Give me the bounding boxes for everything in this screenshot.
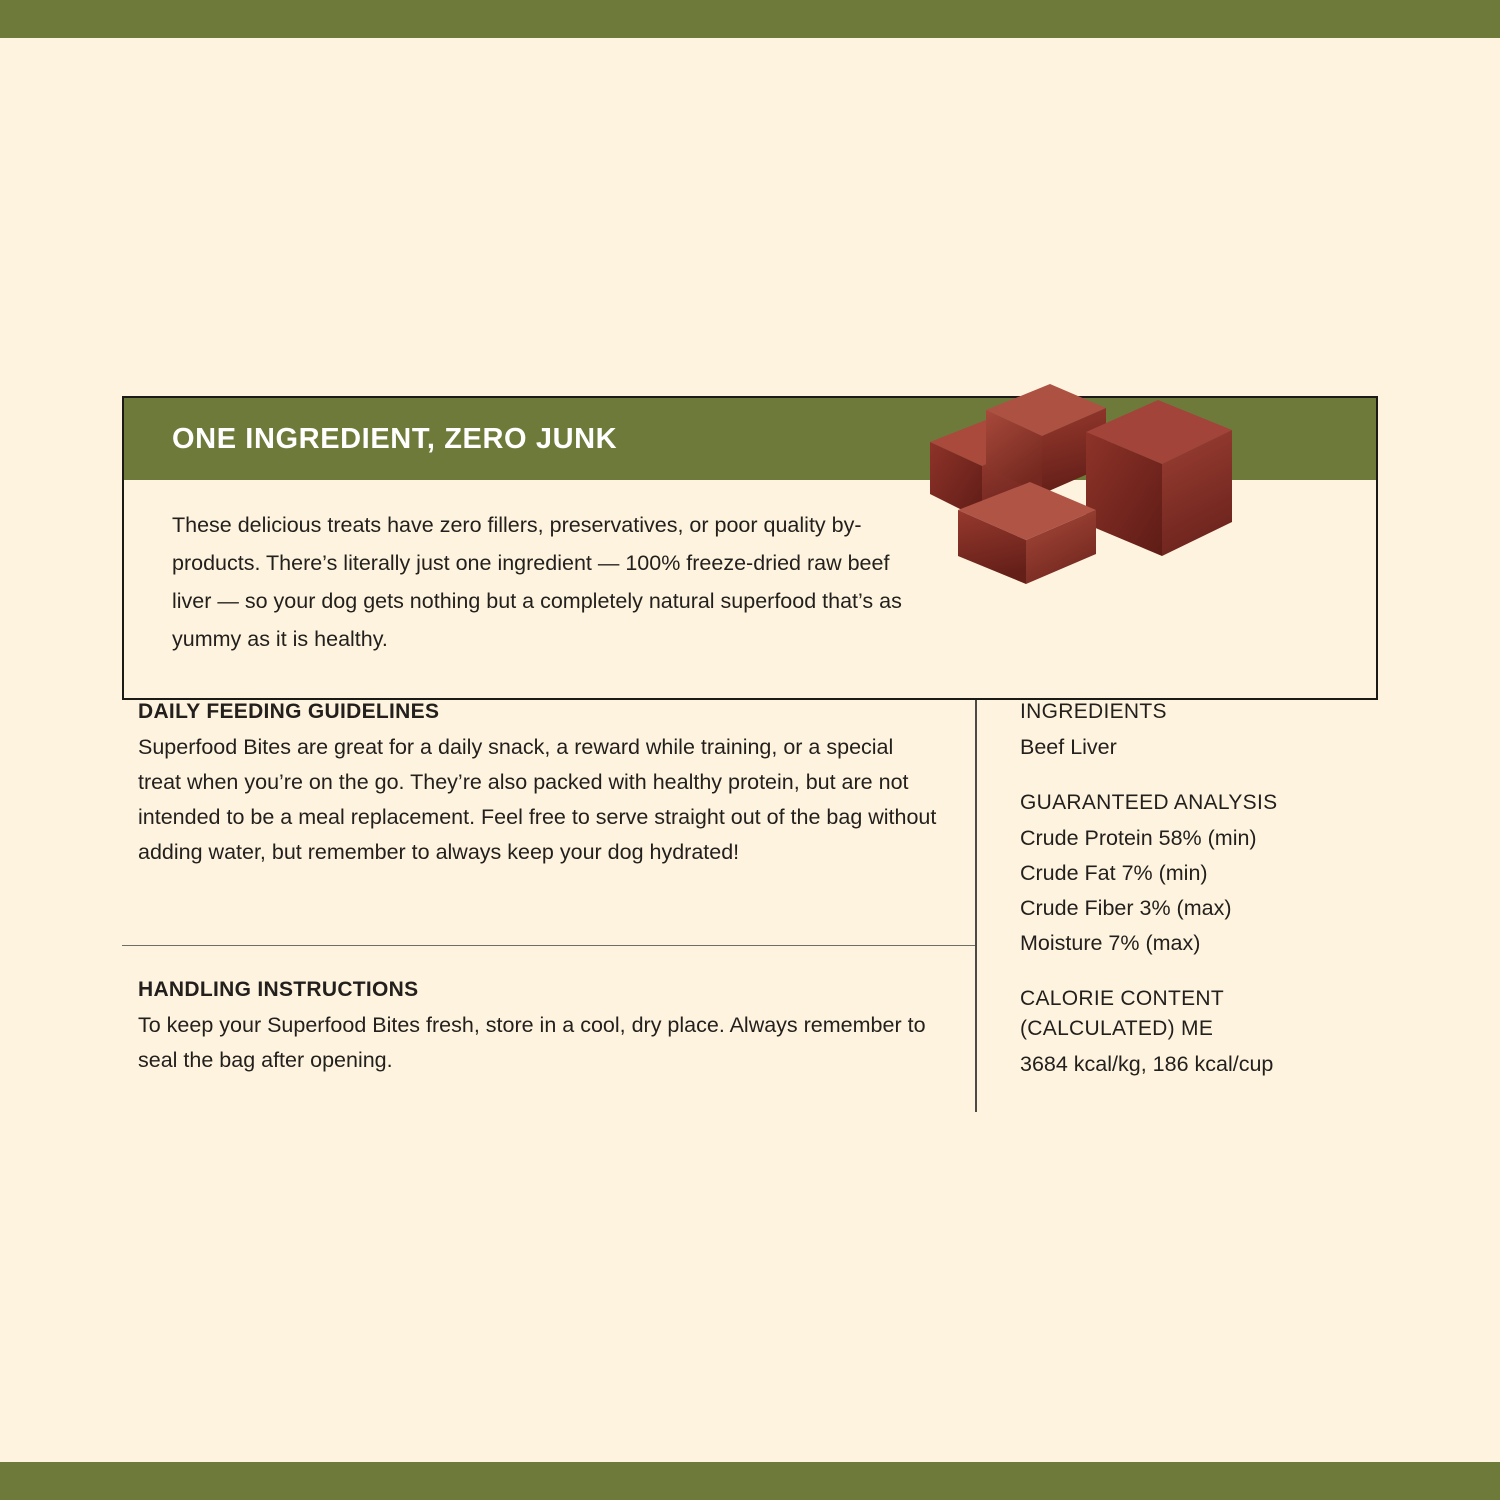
column-divider	[975, 700, 977, 1112]
guaranteed-analysis-section	[1020, 791, 1400, 961]
handling-instructions-body: To keep your Superfood Bites fresh, store in a cool, dry place. Always remember to seal the bag after opening.	[138, 1013, 926, 1072]
feature-title: ONE INGREDIENT, ZERO JUNK	[172, 422, 618, 455]
guaranteed-analysis-heading: GUARANTEED ANALYSIS	[1020, 791, 1278, 814]
feature-panel-header	[124, 398, 1376, 480]
ingredients-value: Beef Liver	[1020, 735, 1117, 759]
nutrition-panel	[1020, 700, 1400, 1108]
handling-instructions-heading: HANDLING INSTRUCTIONS	[138, 978, 419, 1001]
analysis-row: Crude Fat 7% (min)	[1020, 861, 1208, 885]
bottom-color-band	[0, 1462, 1500, 1500]
calorie-content-value: 3684 kcal/kg, 186 kcal/cup	[1020, 1052, 1274, 1076]
ingredients-section	[1020, 700, 1400, 765]
calorie-content-section	[1020, 987, 1400, 1082]
analysis-row: Crude Fiber 3% (max)	[1020, 896, 1232, 920]
handling-instructions-section	[138, 978, 938, 1078]
feature-panel	[122, 396, 1378, 700]
feature-panel-body	[124, 480, 1376, 698]
feeding-guidelines-section	[138, 700, 938, 870]
analysis-row: Crude Protein 58% (min)	[1020, 826, 1257, 850]
analysis-row: Moisture 7% (max)	[1020, 931, 1201, 955]
feeding-guidelines-heading: DAILY FEEDING GUIDELINES	[138, 700, 440, 723]
top-color-band	[0, 0, 1500, 38]
feature-description: These delicious treats have zero fillers, preservatives, or poor quality by-products. There’s literally just one ingredient — 100% freeze-dried raw beef liver — so your dog gets nothing but a completely natural superfood that’s as yummy as it is healthy.	[172, 513, 902, 651]
section-divider	[122, 945, 975, 946]
calorie-content-heading-line2: (CALCULATED) ME	[1020, 1017, 1214, 1040]
calorie-content-heading-line1: CALORIE CONTENT	[1020, 987, 1225, 1010]
feeding-guidelines-body: Superfood Bites are great for a daily snack, a reward while training, or a special treat when you’re on the go. They’re also packed with healthy protein, but are not intended to be a meal replacement. Feel free to serve straight out of the bag without adding water, but remember to always keep your dog hydrated!	[138, 735, 937, 864]
ingredients-heading: INGREDIENTS	[1020, 700, 1167, 723]
